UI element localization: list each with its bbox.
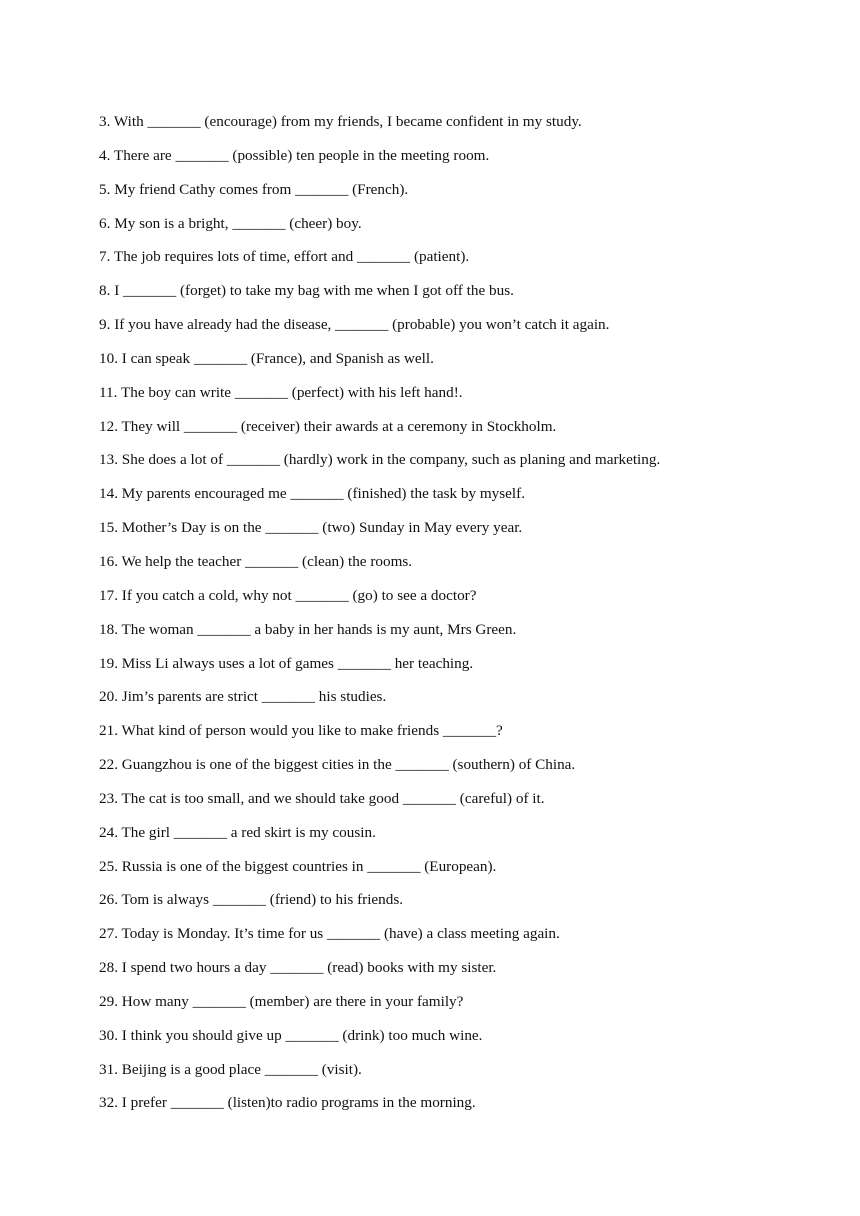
question-28: 28. I spend two hours a day _______ (read) books with my sister.: [99, 959, 497, 977]
question-8: 8. I _______ (forget) to take my bag with me when I got off the bus.: [99, 282, 514, 300]
question-7: 7. The job requires lots of time, effort and _______ (patient).: [99, 248, 470, 266]
question-19: 19. Miss Li always uses a lot of games _______ her teaching.: [99, 654, 474, 672]
question-10: 10. I can speak _______ (France), and Spanish as well.: [99, 349, 434, 367]
question-23: 23. The cat is too small, and we should take good _______ (careful) of it.: [99, 789, 545, 807]
question-12: 12. They will _______ (receiver) their awards at a ceremony in Stockholm.: [99, 417, 557, 435]
question-3: 3. With _______ (encourage) from my friends, I became confident in my study.: [99, 113, 582, 130]
question-14: 14. My parents encouraged me _______ (finished) the task by myself.: [99, 485, 525, 503]
question-17: 17. If you catch a cold, why not _______ (go) to see a doctor?: [99, 586, 477, 604]
question-11: 11. The boy can write _______ (perfect) with his left hand!.: [99, 383, 463, 401]
question-16: 16. We help the teacher _______ (clean) the rooms.: [99, 552, 413, 570]
question-list: [99, 109, 829, 1124]
question-27: 27. Today is Monday. It’s time for us _______ (have) a class meeting again.: [99, 925, 560, 943]
question-13: 13. She does a lot of _______ (hardly) work in the company, such as planing and marketing.: [99, 451, 661, 469]
question-20: 20. Jim’s parents are strict _______ his studies.: [99, 688, 387, 706]
question-9: 9. If you have already had the disease, _______ (probable) you won’t catch it again.: [99, 316, 610, 334]
question-32: 32. I prefer _______ (listen)to radio programs in the morning.: [99, 1094, 476, 1112]
question-18: 18. The woman _______ a baby in her hands is my aunt, Mrs Green.: [99, 620, 517, 638]
question-15: 15. Mother’s Day is on the _______ (two) Sunday in May every year.: [99, 519, 523, 537]
question-21: 21. What kind of person would you like to make friends _______?: [99, 722, 503, 740]
question-6: 6. My son is a bright, _______ (cheer) boy.: [99, 214, 362, 232]
question-5: 5. My friend Cathy comes from _______ (French).: [99, 180, 409, 198]
question-31: 31. Beijing is a good place _______ (visit).: [99, 1060, 362, 1078]
question-26: 26. Tom is always _______ (friend) to his friends.: [99, 891, 404, 909]
question-29: 29. How many _______ (member) are there in your family?: [99, 992, 464, 1010]
question-22: 22. Guangzhou is one of the biggest cities in the _______ (southern) of China.: [99, 756, 576, 774]
question-4: 4. There are _______ (possible) ten people in the meeting room.: [99, 146, 490, 164]
question-24: 24. The girl _______ a red skirt is my cousin.: [99, 823, 376, 841]
question-30: 30. I think you should give up _______ (drink) too much wine.: [99, 1026, 483, 1044]
question-25: 25. Russia is one of the biggest countries in _______ (European).: [99, 857, 497, 875]
